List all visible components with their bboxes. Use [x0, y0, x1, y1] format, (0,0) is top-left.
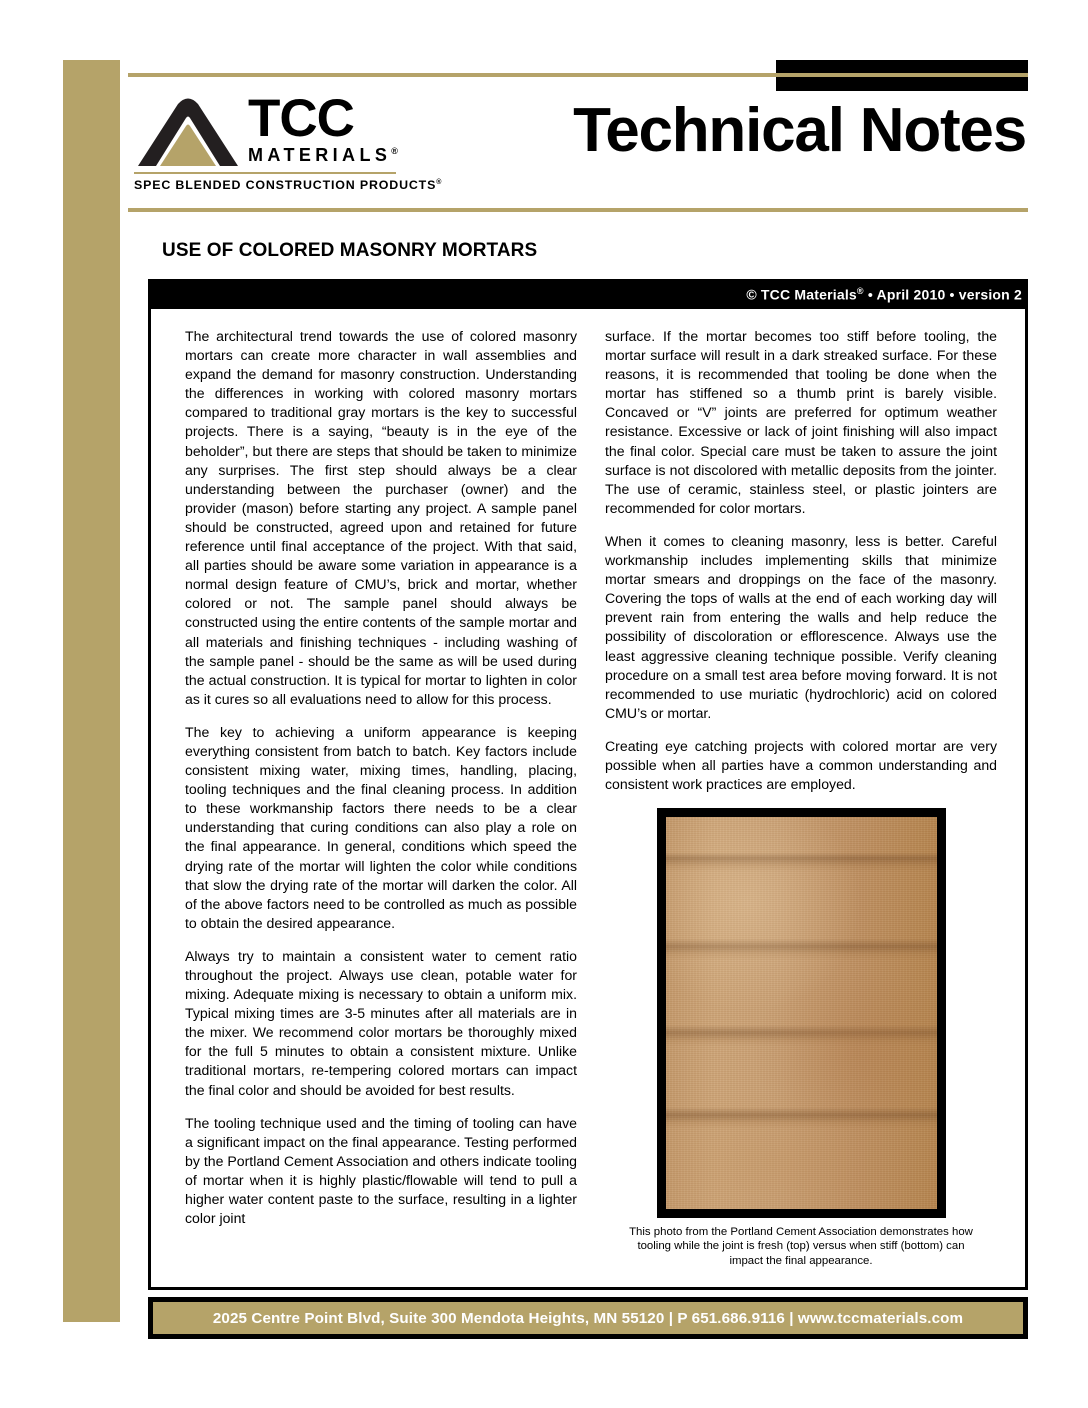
logo-wordmark: TCC [248, 88, 354, 148]
photo-frame [657, 808, 946, 1218]
masthead-title: Technical Notes [573, 96, 1026, 165]
paragraph: The architectural trend towards the use of colored masonry mortars can create more character in wall assemblies and expand the demand for masonry construction. Understanding the differences in working with colored masonry mortars compared to traditional gray mortars is the key to successful projects. There is a saying, “beauty is in the eye of the beholder”, but there are steps that should be taken to minimize any surprises. The first step should always be a clear understanding between the purchaser (owner) and the provider (mason) before starting any project. A sample panel should be constructed, agreed upon and retained for future reference until final acceptance of the project. With that said, all parties should be aware some variation in appearance is a normal design feature of CMU’s, brick and mortar, whether colored or not. The sample panel should always be constructed using the entire contents of the sample mortar and all materials and finishing techniques - including washing of the sample panel - should be the same as will be used during the actual construction. It is typical for mortar to lighten in color as it cures so all evaluations need to allow for this process. [185, 328, 577, 707]
left-column [185, 327, 577, 1268]
logo-subwordmark: MATERIALS® [248, 145, 403, 165]
content-box [148, 309, 1028, 1290]
right-column [605, 327, 997, 1268]
figure-caption: This photo from the Portland Cement Association demonstrates how tooling while the joint is fresh (top) versus when stiff (bottom) can impact the final appearance. [629, 1226, 973, 1267]
paragraph: The key to achieving a uniform appearance is keeping everything consistent from batch to batch. Key factors include consistent mixing water, mixing times, handling, placing, tooling techniques and the final cleaning process. In addition to these workmanship factors there needs to be a clear understanding that curing conditions can also play a role on the final appearance. In general, conditions which speed the drying rate of the mortar will lighten the color while conditions that slow the drying rate of the mortar will darken the color. All of the above factors need to be controlled as much as possible to obtain the desired appearance. [185, 723, 577, 931]
paragraph: surface. If the mortar becomes too stiff before tooling, the mortar surface will result in a dark streaked surface. For these reasons, it is recommended that tooling be done when the mortar has stiffened so a thumb print is barely visible. Concaved or “V” joints are preferred for optimum weather resistance. Excessive or lack of joint finishing will also impact the final color. Special care must be taken to assure the joint surface is not discolored with metallic deposits from the jointer. The use of ceramic, stainless steel, or plastic jointers are recommended for color mortars. [605, 328, 997, 516]
footer-text: 2025 Centre Point Blvd, Suite 300 Mendota Heights, MN 55120 | P 651.686.9116 | www.tccmaterials.com [212, 1309, 964, 1327]
logo-hairline [134, 172, 396, 174]
copyright-bar [148, 279, 1028, 309]
figure [605, 808, 997, 1268]
footer-address-bar [153, 1302, 1023, 1334]
masthead-bottom-rule [128, 208, 1028, 212]
document-page [120, 0, 1088, 1408]
page-title: USE OF COLORED MASONRY MORTARS [162, 240, 538, 261]
masonry-wall-photo [666, 817, 937, 1209]
copyright-text: © TCC Materials® • April 2010 • version 2 [746, 285, 1022, 303]
paragraph: Always try to maintain a consistent water to cement ratio throughout the project. Always use clean, potable water for mixing. Adequate mixing is necessary to obtain a uniform mix. Typical mixing times are 3-5 minutes after all materials are in the mixer. We recommend color mortars be thoroughly mixed for the full 5 minutes to obtain a consistent mixture. Unlike traditional mortars, re-tempering colored mortars can impact the final color and should be avoided for best results. [185, 947, 577, 1098]
logo-tagline: SPEC BLENDED CONSTRUCTION PRODUCTS® [134, 178, 443, 192]
paragraph: Creating eye catching projects with colored mortar are very possible when all parties have a common understanding and consistent work practices are employed. [605, 737, 997, 793]
tcc-peak-logo-icon [134, 96, 242, 168]
paragraph: The tooling technique used and the timing of tooling can have a significant impact on the final appearance. Testing performed by the Portland Cement Association and others indicate tooling of mortar when it is highly plastic/flowable will tend to pull a higher water content paste to the surface, resulting in a lighter color joint [185, 1114, 577, 1227]
masthead [128, 60, 1028, 218]
masthead-black-block-gold-line [776, 73, 1028, 77]
two-column-layout [185, 327, 997, 1268]
left-gold-spine [63, 60, 120, 1322]
paragraph: When it comes to cleaning masonry, less is better. Careful workmanship includes implementing skills that minimize mortar smears and droppings on the face of the masonry. Covering the tops of walls at the end of each working day will prevent rain from entering the walls and help reduce the possibility of discoloration or efflorescence. Always use the least aggressive cleaning technique possible. Verify cleaning procedure on a small test area before moving forward. It is not recommended to use muriatic (hydrochloric) acid on colored CMU’s or mortar. [605, 532, 997, 721]
tcc-logo [134, 88, 443, 200]
